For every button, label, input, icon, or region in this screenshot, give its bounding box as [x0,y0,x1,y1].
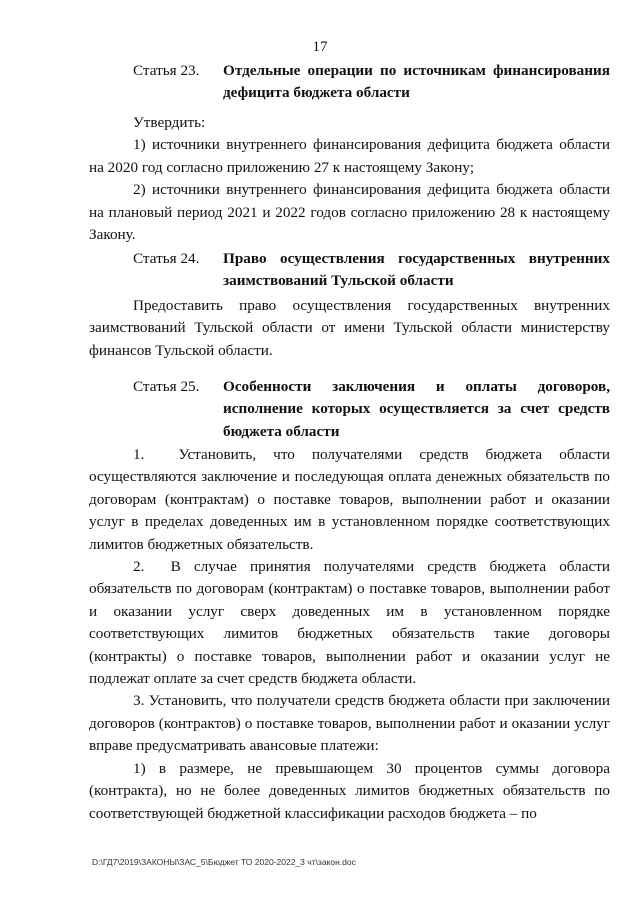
page-number: 17 [312,39,328,55]
article-23-paragraph-1: Утвердить: [133,114,206,131]
article-23-title: Отдельные операции по источникам финансирования дефицита бюджета области [223,62,610,102]
article-24-body [89,295,610,362]
article-24-heading [89,248,610,293]
article-23-paragraph-3: 2) источники внутреннего финансирования дефицита бюджета области на плановый период 2021 и 2022 годов согласно приложению 28 к настоящему Закону. [89,181,610,244]
article-25-heading [89,376,610,443]
article-24-title: Право осуществления государственных внутренних заимствований Тульской области [223,250,610,290]
article-23-heading [89,60,610,105]
article-25-title: Особенности заключения и оплаты договоров, исполнение которых осуществляется за счет средств бюджета области [223,378,610,440]
article-25-paragraph-1: 1. Установить, что получателями средств бюджета области осуществляются заключение и последующая оплата денежных обязательств по договорам (контрактам) о поставке товаров, выполнении работ и оказании услуг в пределах доведенных им в установленном порядке соответствующих лимитов бюджетных обязательств. [89,446,610,553]
file-path-footer: D:\ГД7\2019\ЗАКОНЫ\ЗАС_5\Бюджет ТО 2020-2022_3 чт\закон.doc [92,857,356,867]
article-25-paragraph-2: 2. В случае принятия получателями средств бюджета области обязательств по договорам (контрактам) о поставке товаров, выполнении работ и оказании услуг сверх доведенных им в установленном порядке соответствующих лимитов бюджетных обязательств такие договоры (контракты) о поставке товаров, выполнении работ и оказании услуг не подлежат оплате за счет средств бюджета области. [89,558,610,688]
article-25 [89,376,610,443]
article-23-paragraph-2: 1) источники внутреннего финансирования дефицита бюджета области на 2020 год согласно приложению 27 к настоящему Закону; [89,136,610,176]
article-24 [89,248,610,293]
article-25-number: Статья 25. [133,378,200,395]
article-24-number: Статья 24. [133,250,200,267]
article-25-body [89,444,610,825]
article-23 [89,60,610,105]
article-23-number: Статья 23. [133,62,200,79]
article-25-paragraph-4: 1) в размере, не превышающем 30 процентов суммы договора (контракта), но не более доведенных лимитов бюджетных обязательств по соответствующей бюджетной классификации расходов бюджета – по [89,759,610,822]
article-25-paragraph-3: 3. Установить, что получатели средств бюджета области при заключении договоров (контрактов) о поставке товаров, выполнении работ и оказании услуг вправе предусматривать авансовые платежи: [89,692,610,755]
article-24-paragraph-1: Предоставить право осуществления государственных внутренних заимствований Тульской области от имени Тульской области министерству финансов Тульской области. [89,297,610,359]
article-23-body [89,112,610,246]
